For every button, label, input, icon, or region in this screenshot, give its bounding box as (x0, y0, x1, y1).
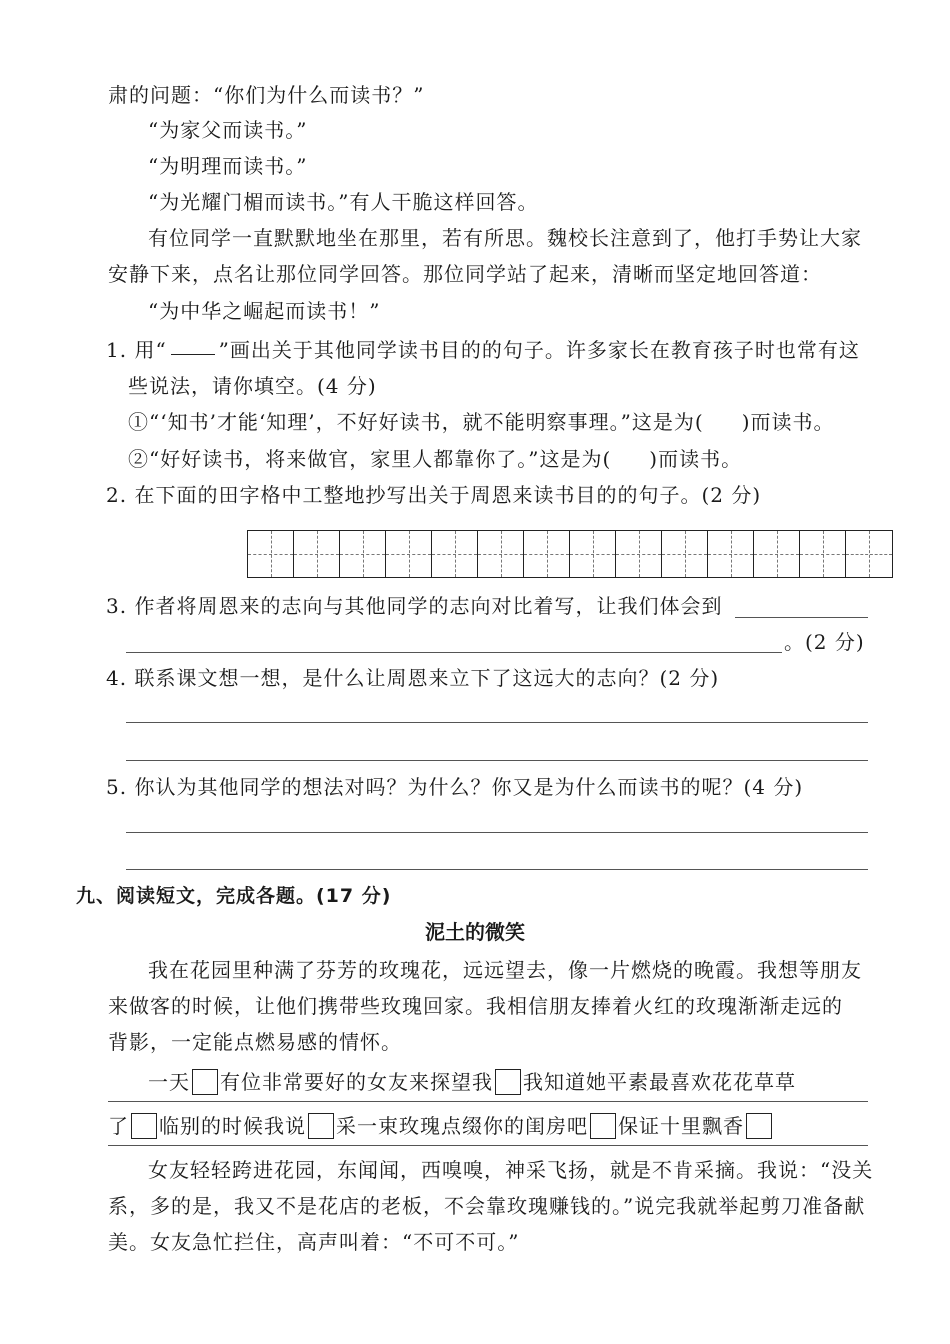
underline-blank[interactable] (171, 336, 215, 355)
story-line: 系，多的是，我又不是花店的老板，不会靠玫瑰赚钱的。”说完我就举起剪刀准备献 (108, 1194, 866, 1218)
answer-line[interactable] (126, 760, 868, 761)
story-title: 泥土的微笑 (425, 920, 525, 944)
punctuation-box[interactable] (590, 1113, 616, 1139)
punctuation-box[interactable] (746, 1113, 772, 1139)
grid-cell[interactable] (708, 531, 754, 577)
story-line: 我在花园里种满了芬芳的玫瑰花，远远望去，像一片燃烧的晚霞。我想等朋友 (148, 958, 862, 982)
q5-text: 5. 你认为其他同学的想法对吗？为什么？你又是为什么而读书的呢？(4 分) (106, 775, 804, 799)
story-line: 背影，一定能点燃易感的情怀。 (108, 1030, 402, 1054)
q1-line1: 1. 用“ ”画出关于其他同学读书目的的句子。许多家长在教育孩子时也常有这 (106, 338, 860, 362)
grid-cell[interactable] (478, 531, 524, 577)
answer-line[interactable] (735, 617, 868, 618)
grid-cell[interactable] (386, 531, 432, 577)
punctuation-line-1: 一天 有位非常要好的女友来探望我 我知道她平素最喜欢花花草草 (148, 1070, 796, 1094)
q1-line2: 些说法，请你填空。(4 分) (128, 374, 377, 398)
grid-cell[interactable] (294, 531, 340, 577)
grid-cell[interactable] (846, 531, 892, 577)
punctuation-line-2: 了 临别的时候我说 采一束玫瑰点缀你的闺房吧 保证十里飘香 (108, 1110, 774, 1142)
q2-text: 2. 在下面的田字格中工整地抄写出关于周恩来读书目的的句子。(2 分) (106, 483, 762, 507)
q1-item2: ②“好好读书，将来做官，家里人都靠你了。”这是为( )而读书。 (128, 447, 743, 471)
punctuation-box[interactable] (308, 1113, 334, 1139)
answer-line[interactable] (126, 832, 868, 833)
passage-line: “为中华之崛起而读书！” (148, 299, 381, 323)
section-heading: 九、阅读短文，完成各题。(17 分) (76, 885, 392, 907)
q1-item1: ①“‘知书’才能‘知理’，不好好读书，就不能明察事理。”这是为( )而读书。 (128, 410, 835, 434)
passage-line: 有位同学一直默默地坐在那里，若有所思。魏校长注意到了，他打手势让大家 (148, 226, 862, 250)
passage-line: 安静下来，点名让那位同学回答。那位同学站了起来，清晰而坚定地回答道： (108, 262, 822, 286)
grid-cell[interactable] (432, 531, 478, 577)
passage-line: “为明理而读书。” (148, 154, 308, 178)
passage-line: “为光耀门楣而读书。”有人干脆这样回答。 (148, 190, 539, 214)
grid-cell[interactable] (524, 531, 570, 577)
story-line: 来做客的时候，让他们携带些玫瑰回家。我相信朋友捧着火红的玫瑰渐渐走远的 (108, 994, 843, 1018)
grid-cell[interactable] (800, 531, 846, 577)
writing-guide-line (108, 1145, 868, 1146)
answer-line[interactable] (126, 722, 868, 723)
q3-end: 。(2 分) (784, 630, 865, 654)
punctuation-box[interactable] (192, 1069, 218, 1095)
grid-cell[interactable] (754, 531, 800, 577)
story-line: 女友轻轻跨进花园，东闻闻，西嗅嗅，神采飞扬，就是不肯采摘。我说：“没关 (148, 1158, 874, 1182)
writing-guide-line (108, 1101, 868, 1102)
grid-cell[interactable] (340, 531, 386, 577)
answer-line[interactable] (126, 652, 782, 653)
passage-line: “为家父而读书。” (148, 118, 308, 142)
grid-cell[interactable] (570, 531, 616, 577)
passage-line: 肃的问题：“你们为什么而读书？” (108, 83, 425, 107)
punctuation-box[interactable] (131, 1113, 157, 1139)
q4-text: 4. 联系课文想一想，是什么让周恩来立下了这远大的志向？(2 分) (106, 666, 720, 690)
grid-cell[interactable] (248, 531, 294, 577)
answer-line[interactable] (126, 869, 868, 870)
grid-cell[interactable] (662, 531, 708, 577)
tianzige-grid[interactable] (247, 530, 893, 578)
punctuation-box[interactable] (495, 1069, 521, 1095)
grid-cell[interactable] (616, 531, 662, 577)
q3-text: 3. 作者将周恩来的志向与其他同学的志向对比着写，让我们体会到 (106, 594, 723, 618)
story-line: 美。女友急忙拦住，高声叫着：“不可不可。” (108, 1230, 520, 1254)
